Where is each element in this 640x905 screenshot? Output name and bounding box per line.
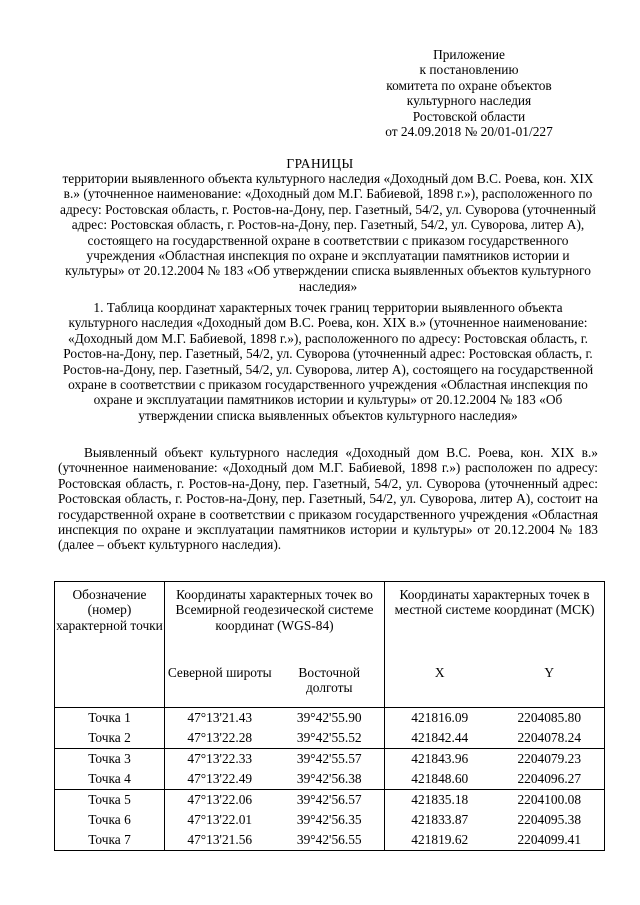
cell-x: 421833.87	[385, 810, 495, 830]
table-row	[55, 830, 605, 851]
cell-north: 47°13'22.49	[165, 769, 275, 790]
table-row	[55, 749, 605, 770]
document-title: ГРАНИЦЫ	[286, 156, 354, 171]
appendix-line: от 24.09.2018 № 20/01-01/227	[385, 124, 553, 140]
cell-x: 421835.18	[385, 790, 495, 811]
cell-east: 39°42'55.52	[275, 728, 385, 749]
cell-east: 39°42'55.90	[275, 708, 385, 729]
document-subtitle: территории выявленного объекта культурного наследия «Доходный дом В.С. Роева, кон. XIX в.» (уточненное наименование: «Доходный дом М.Г. Бабиевой, 1898 г.»), расположенного по адресу: Ростовская область, г. Ростов-на-Дону, пер. Газетный, 54/2, ул. Суворова (уточненный адрес: Ростовская область, г. Ростов-на-Дону, пер. Газетный, 54/2, ул. Суворова, литер А), состоящего на государственной охране в соответствии с приказом государственного учреждения «Областная инспекция по охране и эксплуатации памятников истории и культуры» от 20.12.2004 № 183 «Об утверждении списка выявленных объектов культурного наследия»	[60, 171, 596, 294]
cell-east: 39°42'56.55	[275, 830, 385, 851]
cell-north: 47°13'22.33	[165, 749, 275, 770]
header-east: Восточной долготы	[275, 657, 385, 708]
cell-y: 2204099.41	[495, 830, 605, 851]
table-row	[55, 708, 605, 729]
cell-x: 421842.44	[385, 728, 495, 749]
cell-x: 421819.62	[385, 830, 495, 851]
appendix-line: комитета по охране объектов	[386, 77, 552, 93]
cell-north: 47°13'22.06	[165, 790, 275, 811]
cell-y: 2204079.23	[495, 749, 605, 770]
cell-point: Точка 3	[55, 749, 165, 770]
cell-point: Точка 4	[55, 769, 165, 790]
table-row	[55, 728, 605, 749]
cell-point: Точка 6	[55, 810, 165, 830]
cell-x: 421816.09	[385, 708, 495, 729]
cell-north: 47°13'22.01	[165, 810, 275, 830]
cell-point: Точка 7	[55, 830, 165, 851]
cell-point: Точка 1	[55, 708, 165, 729]
appendix-line: Приложение	[433, 47, 505, 62]
header-north: Северной широты	[165, 657, 275, 708]
section-heading: 1. Таблица координат характерных точек границ территории выявленного объекта культурного наследия «Доходный дом В.С. Роева, кон. XIX в.» (уточненное наименование: «Доходный дом М.Г. Бабиевой, 1898 г.»), расположенного по адресу: Ростовская область, г. Ростов-на-Дону, пер. Газетный, 54/2, ул. Суворова (уточненный адрес: Ростовская область, г. Ростов-на-Дону, пер. Газетный, 54/2, ул. Суворова, литер А), состоящего на государственной охране в соответствии с приказом государственного учреждения «Областная инспекция по охране и эксплуатации памятников истории и культуры» от 20.12.2004 № 183 «Об утверждении списка выявленных объектов культурного наследия»	[62, 300, 594, 423]
appendix-line: Ростовской области	[412, 108, 526, 124]
appendix-block	[344, 47, 594, 139]
cell-north: 47°13'22.28	[165, 728, 275, 749]
body-paragraph: Выявленный объект культурного наследия «Доходный дом В.С. Роева, кон. XIX в.» (уточненное наименование: «Доходный дом М.Г. Бабиевой, 1898 г.») расположен по адресу: Ростовская область, г. Ростов-на-Дону, пер. Газетный, 54/2, ул. Суворова (уточненный адрес: Ростовская область, г. Ростов-на-Дону, пер. Газетный, 54/2, ул. Суворова, литер А), состоит на государственной охране в соответствии с приказом государственного учреждения «Областная инспекция по охране и эксплуатации памятников истории и культуры» от 20.12.2004 № 183 (далее – объект культурного наследия).	[58, 445, 598, 553]
cell-north: 47°13'21.43	[165, 708, 275, 729]
cell-point: Точка 5	[55, 790, 165, 811]
table-row	[55, 769, 605, 790]
table-row	[55, 790, 605, 811]
cell-east: 39°42'56.57	[275, 790, 385, 811]
cell-x: 421848.60	[385, 769, 495, 790]
header-wgs: Координаты характерных точек во Всемирной геодезической системе координат (WGS-84)	[165, 582, 385, 658]
cell-east: 39°42'56.38	[275, 769, 385, 790]
header-y: Y	[495, 657, 605, 708]
table-row	[55, 810, 605, 830]
cell-y: 2204078.24	[495, 728, 605, 749]
cell-y: 2204095.38	[495, 810, 605, 830]
coordinates-table	[54, 581, 605, 851]
cell-north: 47°13'21.56	[165, 830, 275, 851]
cell-x: 421843.96	[385, 749, 495, 770]
appendix-line: к постановлению	[419, 62, 519, 78]
cell-east: 39°42'56.35	[275, 810, 385, 830]
header-x: X	[385, 657, 495, 708]
cell-y: 2204096.27	[495, 769, 605, 790]
appendix-line: культурного наследия	[406, 93, 532, 109]
cell-y: 2204085.80	[495, 708, 605, 729]
cell-point: Точка 2	[55, 728, 165, 749]
cell-y: 2204100.08	[495, 790, 605, 811]
header-designation: Обозначение (номер) характерной точки	[55, 582, 165, 708]
cell-east: 39°42'55.57	[275, 749, 385, 770]
header-msk: Координаты характерных точек в местной системе координат (МСК)	[385, 582, 605, 658]
